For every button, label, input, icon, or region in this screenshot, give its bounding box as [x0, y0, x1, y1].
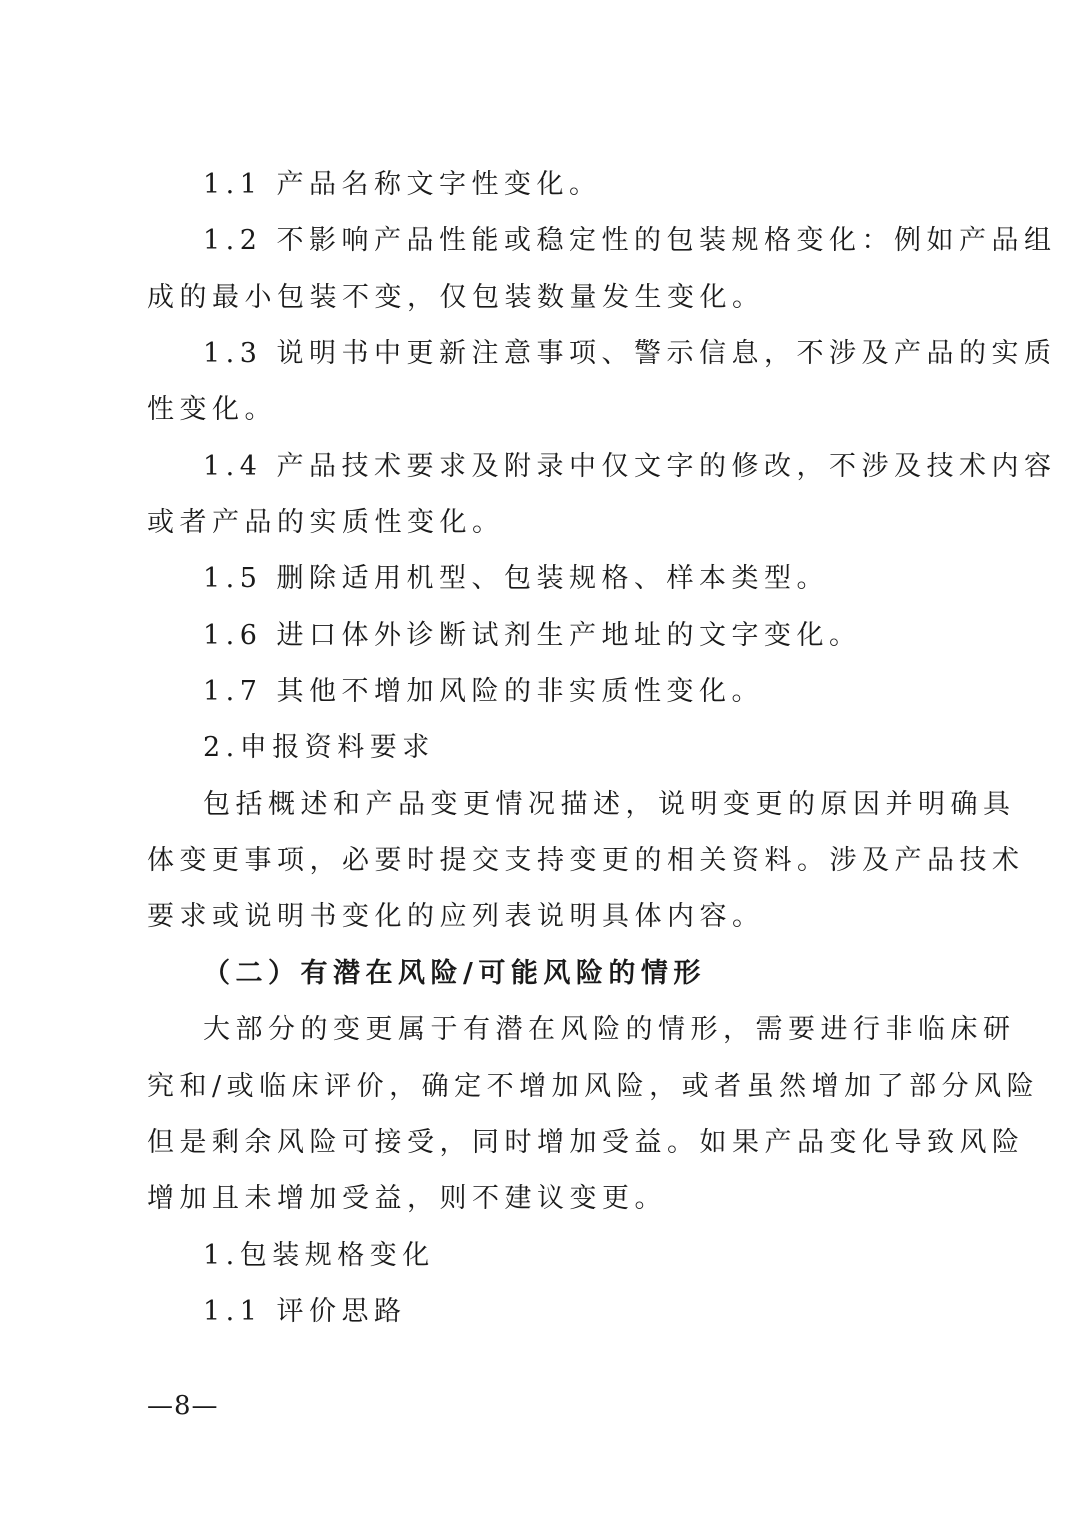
- para-submission-line-3: 要求或说明书变化的应列表说明具体内容。: [147, 901, 765, 932]
- page-number: —8—: [147, 1391, 219, 1421]
- para-1-7-line-1: 1.7 其他不增加风险的非实质性变化。: [203, 676, 765, 707]
- para-1-2-line-2: 成的最小包装不变，仅包装数量发生变化。: [147, 282, 765, 313]
- para-1-4-line-1: 1.4 产品技术要求及附录中仅文字的修改，不涉及技术内容: [203, 451, 1057, 482]
- para-1-2-line-1: 1.2 不影响产品性能或稳定性的包装规格变化：例如产品组: [203, 225, 1057, 256]
- para-1-4-line-2: 或者产品的实质性变化。: [147, 507, 505, 538]
- para-1-3-line-1: 1.3 说明书中更新注意事项、警示信息，不涉及产品的实质: [203, 338, 1057, 369]
- subsection-evaluation-heading: 1.1 评价思路: [203, 1296, 407, 1327]
- subsection-packaging-heading: 1.包装规格变化: [203, 1240, 435, 1271]
- para-1-1-line-1: 1.1 产品名称文字性变化。: [203, 169, 602, 200]
- para-potential-risk-line-3: 但是剩余风险可接受，同时增加受益。如果产品变化导致风险: [147, 1127, 1025, 1158]
- para-1-3-line-2: 性变化。: [147, 394, 277, 425]
- para-1-6-line-1: 1.6 进口体外诊断试剂生产地址的文字变化。: [203, 620, 862, 651]
- para-1-5-line-1: 1.5 删除适用机型、包装规格、样本类型。: [203, 563, 830, 594]
- para-potential-risk-line-1: 大部分的变更属于有潜在风险的情形，需要进行非临床研: [203, 1014, 1016, 1045]
- section-2-heading: 2.申报资料要求: [203, 732, 435, 763]
- para-potential-risk-line-4: 增加且未增加受益，则不建议变更。: [147, 1183, 667, 1214]
- para-submission-line-2: 体变更事项，必要时提交支持变更的相关资料。涉及产品技术: [147, 845, 1025, 876]
- para-potential-risk-line-2: 究和/或临床评价，确定不增加风险，或者虽然增加了部分风险: [147, 1071, 1040, 1102]
- section-heading-potential-risk: （二）有潜在风险/可能风险的情形: [203, 958, 706, 989]
- para-submission-line-1: 包括概述和产品变更情况描述，说明变更的原因并明确具: [203, 789, 1016, 820]
